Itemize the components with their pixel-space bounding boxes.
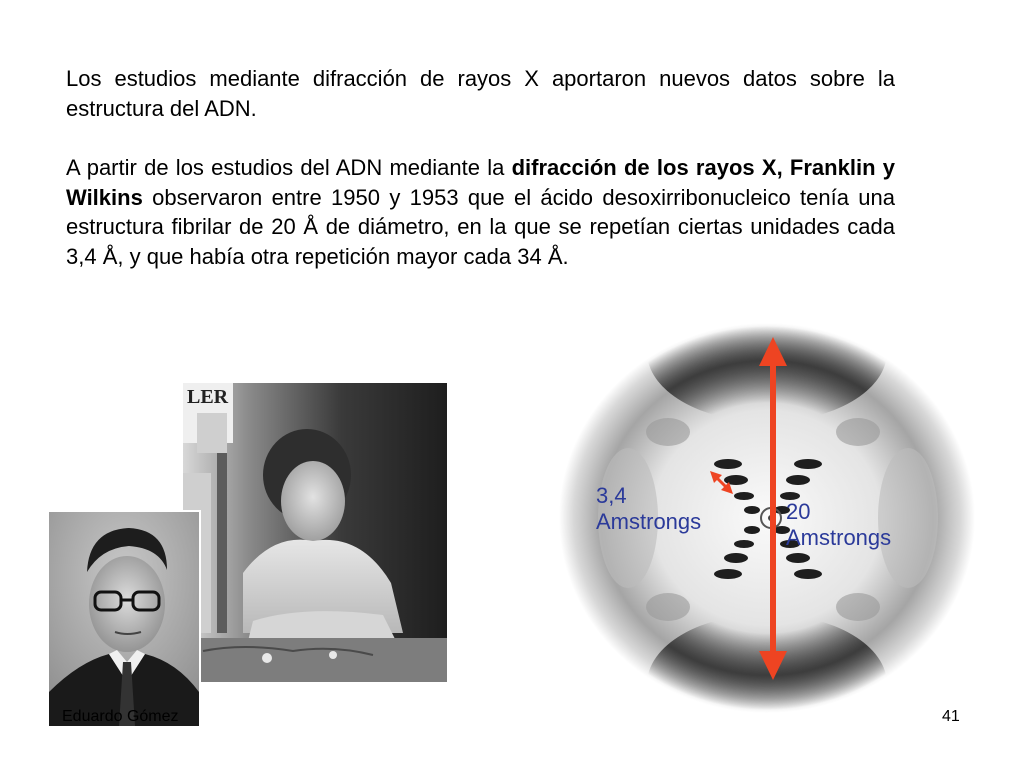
repeat-distance-label (596, 483, 726, 535)
intro-paragraph: Los estudios mediante difracción de rayos X aportaron nuevos datos sobre la estructura del ADN. (66, 66, 895, 121)
body-text-bold: difracción de los rayos X, Franklin y Wilkins (66, 155, 895, 210)
diameter-value: 20 (786, 499, 811, 524)
diameter-label (786, 499, 916, 551)
repeat-distance-value: 3,4 (596, 483, 627, 508)
diameter-unit: Amstrongs (786, 525, 892, 550)
body-text-part1: A partir de los estudios del ADN mediante la (66, 155, 512, 180)
footer-author: Eduardo Gómez (62, 708, 179, 725)
slide-number: 41 (942, 708, 960, 725)
repeat-distance-unit: Amstrongs (596, 509, 702, 534)
diameter-arrow (759, 337, 787, 680)
svg-text:LER: LER (187, 386, 229, 408)
body-text-part2: observaron entre 1950 y 1953 que el ácido desoxirribonucleico tenía una estructura fibrilar de 20 Å de diámetro, en la que se repetían ciertas unidades cada 3,4 Å, y que había otra repetición mayor cada 34 Å. (66, 184, 895, 269)
